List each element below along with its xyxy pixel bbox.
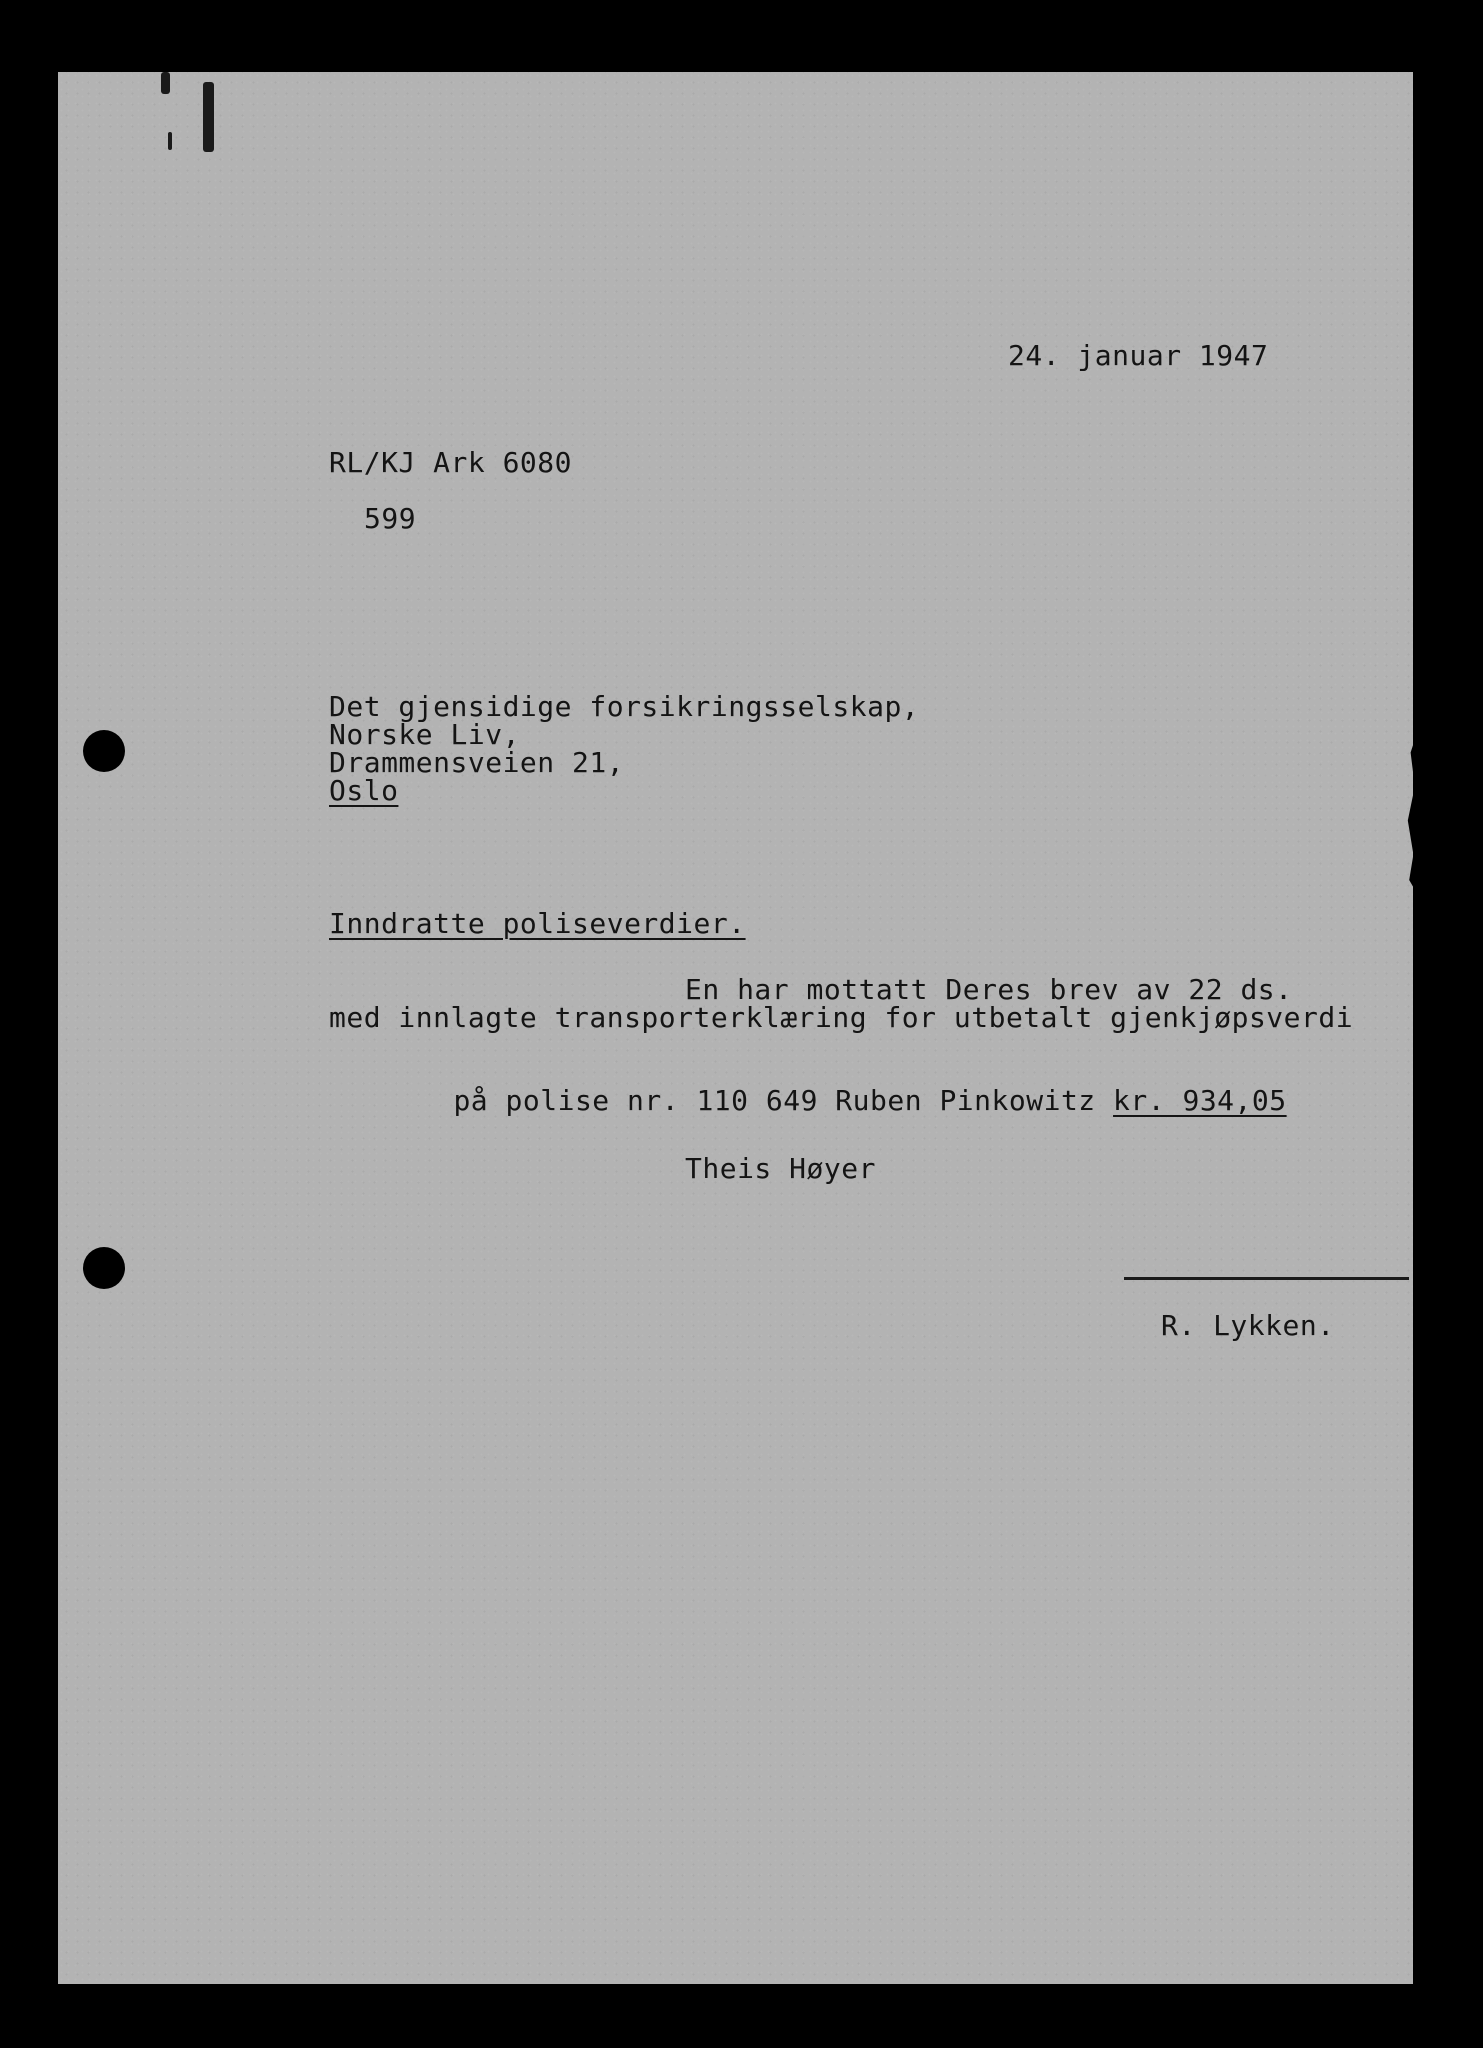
punch-hole <box>83 730 125 772</box>
policy-amount: kr. 934,05 <box>1113 1084 1287 1117</box>
ink-mark <box>168 132 172 150</box>
letter-date: 24. januar 1947 <box>1008 339 1269 372</box>
ink-mark <box>161 72 170 94</box>
body-line-2: med innlagte transporterklæring for utbetalt gjenkjøpsverdi <box>329 1001 1354 1034</box>
recipient-city: Oslo <box>329 774 399 807</box>
punch-hole <box>83 1247 125 1289</box>
body-line-1: En har mottatt Deres brev av 22 ds. <box>685 973 1293 1006</box>
signature-line <box>1124 1277 1409 1280</box>
policy-line <box>384 1059 1287 1143</box>
reference-line: RL/KJ Ark 6080 <box>329 446 573 479</box>
recipient-line-3: Drammensveien 21, <box>329 746 625 779</box>
note-name: Theis Høyer <box>685 1152 876 1185</box>
policy-line-text: på polise nr. 110 649 Ruben Pinkowitz <box>453 1084 1096 1117</box>
signature-name: R. Lykken. <box>1161 1309 1335 1342</box>
letter-page <box>58 72 1413 1984</box>
recipient-line-1: Det gjensidige forsikringsselskap, <box>329 690 920 723</box>
reference-number: 599 <box>364 502 417 535</box>
subject-line: Inndratte poliseverdier. <box>329 907 746 940</box>
torn-edge <box>1405 727 1419 897</box>
recipient-line-2: Norske Liv, <box>329 718 520 751</box>
ink-mark <box>203 82 214 152</box>
